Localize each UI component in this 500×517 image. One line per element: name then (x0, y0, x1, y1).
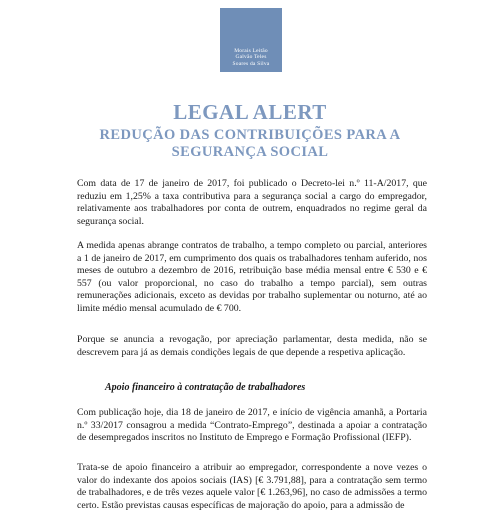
paragraph-contrato-emprego: Com publicação hoje, dia 18 de janeiro de 2017, e início de vigência amanhã, a Portaria n.º 33/2017 consagrou a medida “Contrato-Emprego”, destinada a apoiar a contratação de desempregados inscritos no Instituto de Emprego e Formação Profissional (IEFP). (77, 407, 427, 443)
paragraph-intro: Com data de 17 de janeiro de 2017, foi publicado o Decreto-lei n.º 11-A/2017, que reduziu em 1,25% a taxa contributiva para a segurança social a cargo do empregador, relativamente aos trabalhadores por conta de outrem, enquadrados no regime geral da segurança social. (77, 178, 427, 227)
paragraph-revocation: Porque se anuncia a revogação, por apreciação parlamentar, desta medida, não se descrevem para já as demais condições legais de que depende a respetiva aplicação. (77, 334, 427, 358)
logo-line-3: Soares da Silva (232, 60, 270, 67)
firm-logo (220, 8, 282, 72)
logo-line-1: Morais Leitão (234, 47, 268, 54)
paragraph-scope: A medida apenas abrange contratos de trabalho, a tempo completo ou parcial, anteriores a 1 de janeiro de 2017, em cumprimento dos quais os trabalhadores tenham auferido, nos meses de outubro a dezembro de 2016, retribuição base média mensal entre € 530 e € 557 (ou valor proporcional, no caso do trabalho a tempo parcial), sem outras remunerações adicionais, exceto as devidas por trabalho suplementar ou noturno, até ao limite médio mensal acumulado de € 700. (77, 240, 427, 314)
subtitle-line-1: REDUÇÃO DAS CONTRIBUIÇÕES PARA A (99, 127, 401, 143)
paragraph-financial-support: Trata-se de apoio financeiro a atribuir ao empregador, correspondente a nove vezes o valor do indexante dos apoios sociais (IAS) [€ 3.791,88], para a contratação sem termo de trabalhadores, e de três vezes aquele valor [€ 1.263,96], no caso de admissões a termo certo. Estão previstas causas específicas de majoração do apoio, para a admissão de (77, 462, 427, 511)
logo-line-2: Galvão Teles (235, 54, 267, 60)
subtitle-line-2: SEGURANÇA SOCIAL (171, 144, 329, 160)
document-title: LEGAL ALERT (173, 100, 327, 124)
section-heading: Apoio financeiro à contratação de trabalhadores (105, 382, 306, 393)
document-subtitle (0, 127, 500, 161)
